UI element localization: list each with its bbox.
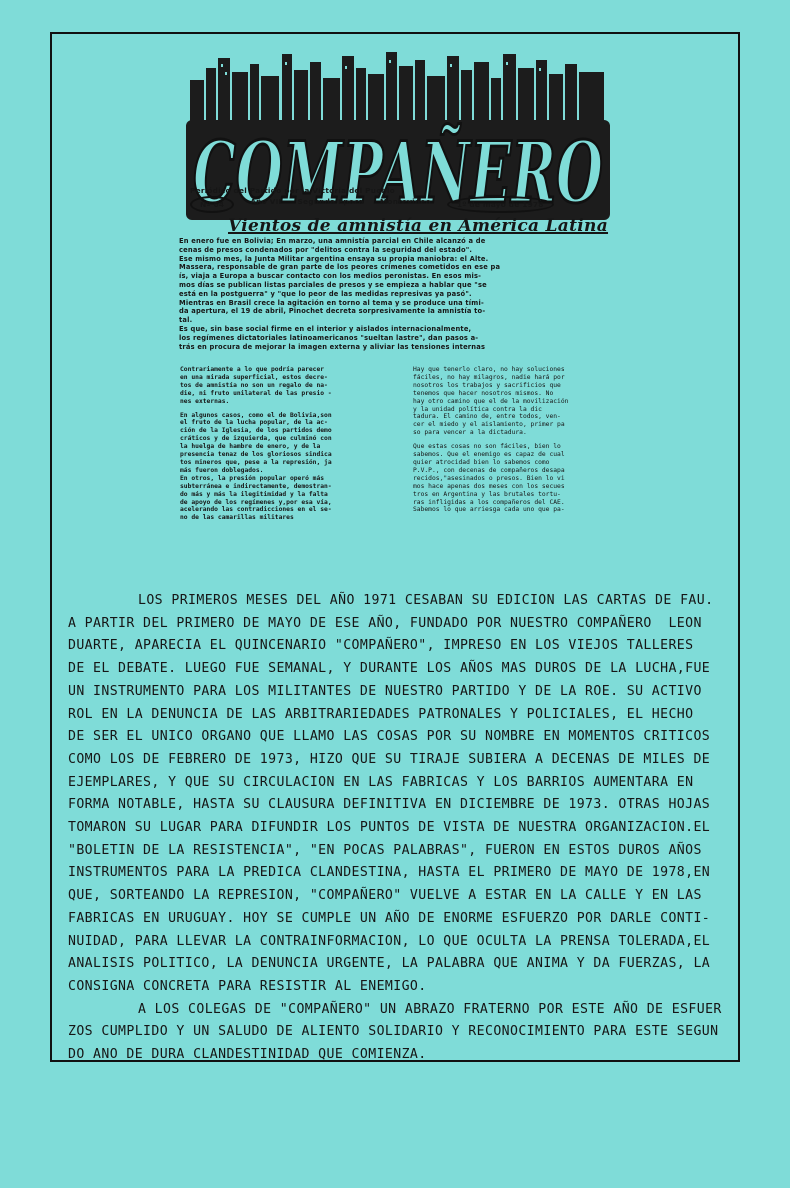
paragraph: Que estas cosas no son fáciles, bien lo sabemos. Que el enemigo es capaz de cual quier atrocidad bien lo sabemos como P.V.P., con decenas de compañeros desapa recidos,"asesinados o presos. Bien lo vi mos hace apenas dos meses con los secues tros en Argentina y las brutales tortu- ras infligidas a los compañeros del CAE. Sabemos lo que arriesga cada uno que pa- — [413, 443, 565, 514]
paragraph: Hay que tenerlo claro, no hay soluciones fáciles, no hay milagros, nadie hará por nosotros los trabajos y sacrificios que tenemos que hacer nosotros mismos. No hay otro camino que el de la movilización y la unidad política contra la dic tadura. El camino de, entre todos, ven- cer el miedo y el aislamiento, primer pa so para vencer a la dictadura. — [413, 366, 569, 437]
body-line: DUARTE, APARECIA EL QUINCENARIO "COMPAÑERO", IMPRESO EN LOS VIEJOS TALLERES — [68, 638, 694, 654]
body-line: CONSIGNA CONCRETA PARA RESISTIR AL ENEMIGO. — [68, 978, 427, 994]
body-line: QUE, SORTEANDO LA REPRESION, "COMPAÑERO" VUELVE A ESTAR EN LA CALLE Y EN LAS — [68, 888, 702, 904]
issue-date: 1º de mayo de 1978 — [447, 196, 554, 213]
masthead-subline — [190, 185, 620, 213]
body-line: DE EL DEBATE. LUEGO FUE SEMANAL, Y DURANTE LOS AÑOS MAS DUROS DE LA LUCHA,FUE — [68, 661, 711, 677]
issue-number: Nº 64 — [190, 196, 234, 213]
body-line: UN INSTRUMENTO PARA LOS MILITANTES DE NUESTRO PARTIDO Y DE LA ROE. SU ACTIVO — [68, 683, 702, 699]
masthead-tagline: Periódico del Partido por la Victoria del Pueblo — [190, 186, 395, 195]
typed-body-text — [68, 590, 736, 1067]
body-line: NUIDAD, PARA LLEVAR LA CONTRAINFORMACION, LO QUE OCULTA LA PRENSA TOLERADA,EL — [68, 933, 711, 949]
body-line: FABRICAS EN URUGUAY. HOY SE CUMPLE UN AÑO DE ENORME ESFUERZO POR DARLE CONTI- — [68, 910, 711, 926]
svg-text:COMPAÑERO: COMPAÑERO — [193, 123, 603, 222]
issue-city: Montevideo — [379, 197, 431, 206]
article-lead-text: En enero fue en Bolivia; En marzo, una amnistía parcial en Chile alcanzó a de cenas de presos condenados por "delitos contra la seguridad del estado". Ese mismo mes, la Junta Militar argentina ensaya su propia maniobra: el Alte. Massera, responsable de gran parte de los peores crímenes cometidos en ese pa ís, viaja a Europa a buscar contacto con los medios peronistas. En esos mis- mos días se publican listas parciales de presos y se empieza a hablar que "se está en la postguerra" y "que lo peor de las medidas represivas ya pasó". Mientras en Brasil crece la agitación en torno al tema y se produce una tími- da apertura, el 19 de abril, Pinochet decreta sorpresivamente la amnistía to- tal. Es que, sin base social firme en el interior y aislados internacionalmente, los regímenes dictatoriales latinoamericanos "sueltan lastre", dan pasos a- trás en procura de mejorar la imagen externa y aliviar las tensiones internas — [179, 237, 501, 351]
body-line: DE SER EL UNICO ORGANO QUE LLAMO LAS COSAS POR SU NOMBRE EN MOMENTOS CRITICOS — [68, 729, 711, 745]
body-line: DO ANO DE DURA CLANDESTINIDAD QUE COMIENZA. — [68, 1047, 427, 1063]
body-line: ROL EN LA DENUNCIA DE LAS ARBITRARIEDADES PATRONALES Y POLICIALES, EL HECHO — [68, 706, 694, 722]
body-line: FORMA NOTABLE, HASTA SU CLAUSURA DEFINITIVA EN DICIEMBRE DE 1973. OTRAS HOJAS — [68, 797, 711, 813]
body-line: TOMARON SU LUGAR PARA DIFUNDIR LOS PUNTOS DE VISTA DE NUESTRA ORGANIZACION.EL — [68, 820, 711, 836]
body-line: LOS PRIMEROS MESES DEL AÑO 1971 CESABAN SU EDICION LAS CARTAS DE FAU. — [138, 593, 714, 608]
article-left-column — [180, 366, 370, 528]
body-line: EJEMPLARES, Y QUE SU CIRCULACION EN LAS FABRICAS Y LOS BARRIOS AUMENTARA EN — [68, 774, 694, 790]
body-line: COMO LOS DE FEBRERO DE 1973, HIZO QUE SU TIRAJE SUBIERA A DECENAS DE MILES DE — [68, 751, 711, 767]
body-line: ANALISIS POLITICO, LA DENUNCIA URGENTE, LA PALABRA QUE ANIMA Y DA FUERZAS, LA — [68, 956, 711, 972]
issue-epoch: Segunda Epoca — [297, 197, 364, 206]
article-lead — [179, 237, 621, 351]
body-line: INSTRUMENTOS PARA LA PREDICA CLANDESTINA, HASTA EL PRIMERO DE MAYO DE 1978,EN — [68, 865, 711, 881]
paragraph: En algunos casos, como el de Bolivia,son el fruto de la lucha popular, de la ac- ción de la Iglesia, de los partidos demo cráticos y de izquierda, que culminó con la huelga de hambre de enero, y de la presencia tenaz de los gloriosos sindica tos mineros que, pese a la represión, ja más fueron doblegados. En otros, la presión popular operó más subterránea e indirectamente, demostran- do más y más la ilegitimidad y la falta de apoyo de los regímenes y,por esa vía, acelerando las contradicciones en el se- no de las camarillas militares — [180, 411, 332, 522]
body-line: ZOS CUMPLIDO Y UN SALUDO DE ALIENTO SOLIDARIO Y RECONOCIMIENTO PARA ESTE SEGUN — [68, 1024, 719, 1040]
issue-year: Año VII — [250, 197, 282, 206]
body-line: "BOLETIN DE LA RESISTENCIA", "EN POCAS PALABRAS", FUERON EN ESTOS DUROS AÑOS — [68, 842, 702, 858]
article-right-column — [413, 366, 603, 520]
body-line: A PARTIR DEL PRIMERO DE MAYO DE ESE AÑO, FUNDADO POR NUESTRO COMPAÑERO LEON — [68, 615, 702, 631]
paragraph: Contrariamente a lo que podría parecer en una mirada superficial, estos decre- tos de amnistía no son un regalo de na- die, ni fruto unilateral de las presio - nes externas. — [180, 366, 332, 405]
article-headline: Vientos de amnistía en América Latina — [228, 216, 609, 236]
body-line: A LOS COLEGAS DE "COMPAÑERO" UN ABRAZO FRATERNO POR ESTE AÑO DE ESFUER — [138, 1001, 722, 1017]
